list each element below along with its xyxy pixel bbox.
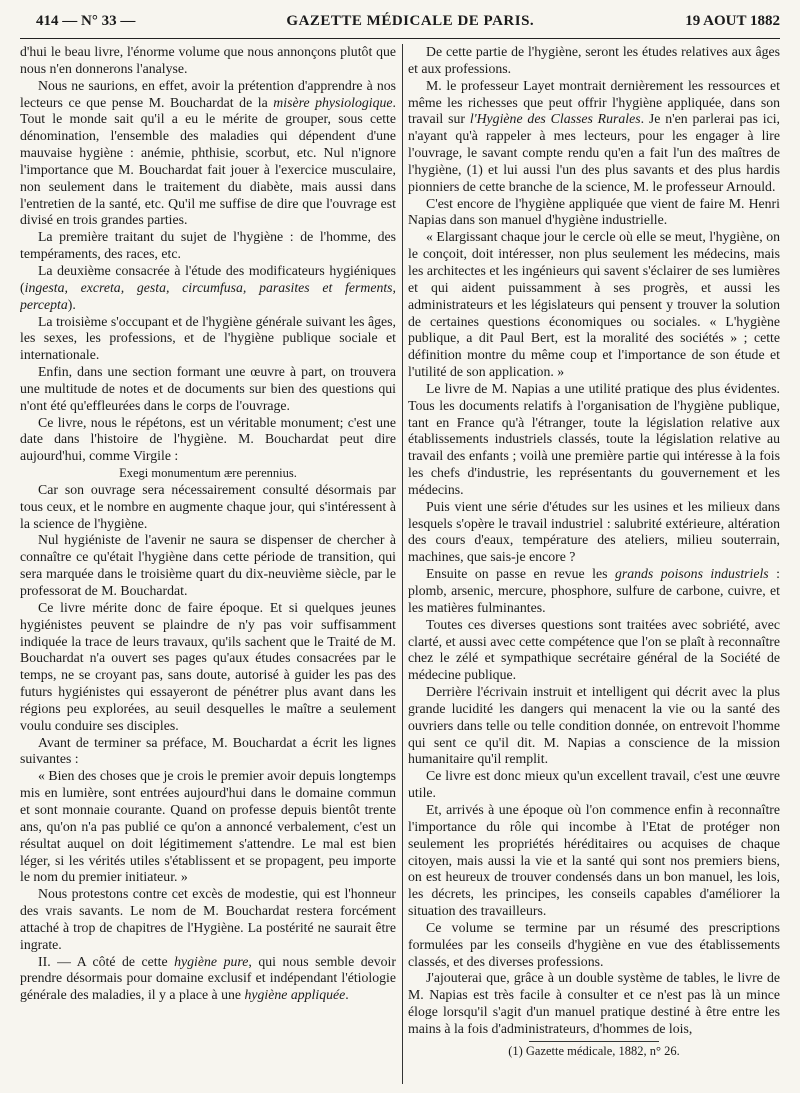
journal-title: GAZETTE MÉDICALE DE PARIS.	[286, 13, 535, 29]
footnote-rule	[529, 1041, 659, 1042]
footnote: (1) Gazette médicale, 1882, n° 26.	[508, 1043, 680, 1058]
issue-date: 19 AOUT 1882	[685, 13, 780, 29]
paragraph: Ce livre, nous le répétons, est un véritable monument; c'est une date dans l'histoire de l'hygiène. M. Bouchardat peut dire aujourd'hui, comme Virgile :	[20, 414, 396, 464]
paragraph: C'est encore de l'hygiène appliquée que vient de faire M. Henri Napias dans son manuel d'hygiène industrielle.	[408, 195, 780, 228]
paragraph: M. le professeur Layet montrait dernièrement les ressources et même les richesses que peut offrir l'hygiène appliquée, dans son travail sur l'Hygiène des Classes Rurales. Je n'en parlerai pas ici, n'ayant qu'à rappeler à mes lecteurs, pour les engager à lire l'ouvrage, le savant compte rendu qu'en a fait l'un des maîtres de l'hygiène, (1) et lui aussi l'un des plus savants et des plus hardis pionniers de cette branche de la science, M. le professeur Arnould.	[408, 77, 780, 194]
paragraph: La première traitant du sujet de l'hygiène : de l'homme, des tempéraments, des races, etc.	[20, 229, 396, 262]
quoted-passage: « Bien des choses que je crois le premier avoir depuis longtemps mis en lumière, sont entrées aujourd'hui dans le domaine commun et sont monnaie courante. Quand on professe depuis bientôt trente ans, qu'on n'a pas publié ce qu'on a annoncé verbalement, c'est un résultat auquel on doit légitimement s'attendre. Le mal est bien léger, si les vérités utiles s'établissent et se propagent, peu importe le nom du premier initiateur. »	[20, 768, 396, 885]
paragraph: Ce livre mérite donc de faire époque. Et si quelques jeunes hygiénistes peuvent se plaindre de n'y pas voir suffisamment indiquée la trace de leurs travaux, qu'ils sachent que le Traité de M. Bouchardat n'a ouvert ses pages qu'aux études consacrées par le temps, ne se croyant pas, sans doute, autorisé à guider les pas des futurs hygiénistes qui essayeront de pénétrer plus avant dans les régions peu explorées, au seuil desquelles le maître a seulement voulu conduire ses disciples.	[20, 599, 396, 733]
paragraph: Le livre de M. Napias a une utilité pratique des plus évidentes. Tous les documents relatifs à l'organisation de l'hygiène publique, tant en France qu'à l'étranger, toute la législation relative aux établissements industriels classés, toute la législation relative au travail des enfants ; voilà une première partie qui intéresse à la fois les chefs d'industrie, les représentants du gouvernement et les médecins.	[408, 380, 780, 497]
column-divider	[402, 44, 403, 1084]
paragraph: Puis vient une série d'études sur les usines et les milieux dans lesquels s'opère le travail industriel : salubrité extérieure, altération des cours d'eaux, température des ateliers, milieu souterrain, machines, que sais-je encore ?	[408, 498, 780, 565]
latin-quotation: Exegi monumentum ære perennius.	[119, 466, 297, 481]
paragraph: J'ajouterai que, grâce à un double système de tables, le livre de M. Napias est très facile à consulter et ce n'est pas là un mince éloge lorsqu'il s'agit d'un manuel pratique destiné à être entre les mains à la fois d'administrateurs, d'hommes de lois,	[408, 970, 780, 1036]
paragraph: Nous ne saurions, en effet, avoir la prétention d'apprendre à nos lecteurs ce que pense M. Bouchardat de la misère physiologique. Tout le monde sait qu'il a eu le mérite de grouper, sous cette dénomination, l'ensemble des maladies qui dépendent d'une mauvaise hygiène : anémie, phthisie, scorbut, etc. Nul n'ignore l'importance que M. Bouchardat fait jouer à l'exercice musculaire, non seulement dans le traitement du diabète, mais aussi dans l'entretien de la santé, etc. Qu'il me suffise de dire que l'ouvrage est divisé en trois grandes parties.	[20, 77, 396, 228]
paragraph: Derrière l'écrivain instruit et intelligent qui décrit avec la plus grande lucidité les dangers qui menacent la vie ou la santé des ouvriers dans telle ou telle condition donnée, on entrevoit l'homme qui sent ce qu'il dit. M. Napias a conscience de la mission humanitaire qu'il remplit.	[408, 684, 780, 767]
paragraph: d'hui le beau livre, l'énorme volume que nous annonçons plutôt que nous n'en donnerons l'analyse.	[20, 44, 396, 76]
quoted-passage: « Elargissant chaque jour le cercle où elle se meut, l'hygiène, on le conçoit, doit intéresser, non plus seulement les médecins, mais les architectes et les ingénieurs qui savent s'éclairer de ses lumières et qui aident puissamment à ses progrès, et aussi les administrateurs et les législateurs qui pensent y trouver la solution de certaines questions économiques ou sociales. « L'hygiène publique, a dit Paul Bert, est la moralité des sociétés » ; cette définition montre du même coup et l'importance de son étude et l'utilité de son application. »	[408, 229, 780, 380]
paragraph: Avant de terminer sa préface, M. Bouchardat a écrit les lignes suivantes :	[20, 734, 396, 767]
left-column	[20, 44, 396, 1088]
paragraph: Ce volume se termine par un résumé des prescriptions formulées par les conseils d'hygiène en vue des établissements classés, et des diverses professions.	[408, 919, 780, 969]
paragraph: Nous protestons contre cet excès de modestie, qui est l'honneur des vrais savants. Le nom de M. Bouchardat restera forcément attaché à trop de chapitres de l'Hygiène. La postérité ne saurait être ingrate.	[20, 886, 396, 952]
paragraph: Car son ouvrage sera nécessairement consulté désormais par tous ceux, et le nombre en augmente chaque jour, qui s'intéressent à la science de l'hygiène.	[20, 481, 396, 531]
paragraph: De cette partie de l'hygiène, seront les études relatives aux âges et aux professions.	[408, 44, 780, 76]
paragraph: Nul hygiéniste de l'avenir ne saura se dispenser de chercher à connaître ce qu'était l'hygiène dans cette période de transition, qui sera marquée dans le troisième quart du dix-neuvième siècle, par le professorat de M. Bouchardat.	[20, 532, 396, 598]
paragraph: Ce livre est donc mieux qu'un excellent travail, c'est une œuvre utile.	[408, 768, 780, 801]
paragraph: Toutes ces diverses questions sont traitées avec sobriété, avec clarté, et aussi avec cette compétence que l'on se plaît à reconnaître chez le zélé et sympathique secrétaire général de la Société de médecine publique.	[408, 616, 780, 683]
running-header	[36, 13, 780, 37]
paragraph: La deuxième consacrée à l'étude des modificateurs hygiéniques (ingesta, excreta, gesta, circumfusa, parasites et ferments, percepta).	[20, 262, 396, 312]
paragraph: Et, arrivés à une époque où l'on commence enfin à reconnaître l'importance du rôle qui incombe à l'Etat de protéger non seulement les propriétés héréditaires ou acquises de chaque citoyen, mais aussi la vie et la santé qui sont nos premiers biens, on est heureux de trouver condensés dans un bon manuel, les lois, les décrets, les principes, les conseils capables d'améliorer la situation des travailleurs.	[408, 801, 780, 919]
section-paragraph: II. — A côté de cette hygiène pure, qui nous semble devoir prendre désormais pour domaine exclusif et indépendant l'étiologie générale des maladies, il y a place à une hygiène appliquée.	[20, 953, 396, 1003]
paragraph: La troisième s'occupant et de l'hygiène générale suivant les âges, les sexes, les professions, et de l'hygiène publique sociale et internationale.	[20, 313, 396, 363]
paragraph: Ensuite on passe en revue les grands poisons industriels : plomb, arsenic, mercure, phosphore, sulfure de carbone, cuivre, et les matières fulminantes.	[408, 566, 780, 615]
header-rule	[20, 38, 780, 39]
page-number: 414 — N° 33 —	[36, 13, 136, 29]
paragraph: Enfin, dans une section formant une œuvre à part, on trouvera une multitude de notes et de documents sur bien des questions qui n'ont été qu'effleurées dans le corps de l'ouvrage.	[20, 364, 396, 413]
right-column	[408, 44, 780, 1088]
